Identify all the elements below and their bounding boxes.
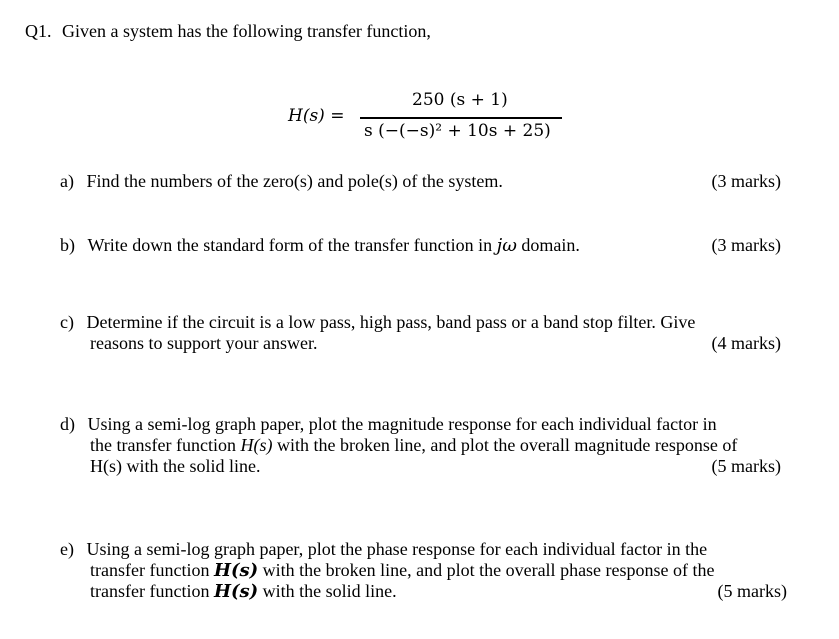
part-e-line2: transfer function H(s) with the broken line, and plot the overall phase response of the	[90, 560, 715, 581]
part-e-symbol-2: H(s)	[213, 581, 259, 602]
part-c-text-line1: Determine if the circuit is a low pass, high pass, band pass or a band stop filter. Give	[86, 312, 696, 332]
part-b-symbol: jω	[496, 235, 517, 256]
part-b-text-before: Write down the standard form of the transfer function in	[87, 235, 497, 255]
equation-denominator: s (−(−s)² + 10s + 25)	[364, 121, 551, 141]
part-d-marks: (5 marks)	[711, 456, 781, 476]
part-c-label: c)	[60, 312, 74, 332]
part-d-line3: H(s) with the solid line.	[90, 456, 261, 476]
equation-numerator: 250 (s + 1)	[412, 90, 508, 110]
equation-lhs: H(s) =	[288, 106, 345, 126]
part-a-text: Find the numbers of the zero(s) and pole(s) of the system.	[86, 171, 503, 191]
part-d-line1	[60, 413, 717, 435]
part-a	[60, 170, 503, 192]
part-d-text-line1: Using a semi-log graph paper, plot the magnitude response for each individual factor in	[87, 414, 717, 434]
part-d-label: d)	[60, 414, 75, 434]
part-e-line3: transfer function H(s) with the solid line.	[90, 581, 397, 602]
part-c-line1	[60, 311, 695, 333]
part-d-line2: the transfer function H(s) with the broken line, and plot the overall magnitude response of	[90, 435, 738, 455]
part-b	[60, 234, 580, 257]
fraction-bar	[360, 117, 562, 119]
part-e-label: e)	[60, 539, 74, 559]
part-d-symbol: H(s)	[240, 435, 273, 455]
part-a-label: a)	[60, 171, 74, 191]
part-e-line1	[60, 538, 707, 560]
question-intro: Given a system has the following transfer function,	[62, 21, 431, 41]
part-e-symbol-1: H(s)	[213, 560, 259, 581]
part-b-marks: (3 marks)	[711, 235, 781, 255]
part-b-text-after: domain.	[516, 235, 580, 255]
part-e-text-line1: Using a semi-log graph paper, plot the phase response for each individual factor in the	[86, 539, 708, 559]
part-e-marks: (5 marks)	[717, 581, 787, 601]
part-a-marks: (3 marks)	[711, 171, 781, 191]
part-c-marks: (4 marks)	[711, 333, 781, 353]
part-b-label: b)	[60, 235, 75, 255]
part-c-line2: reasons to support your answer.	[90, 333, 318, 353]
question-number: Q1.	[25, 21, 52, 41]
question-heading	[25, 20, 431, 42]
